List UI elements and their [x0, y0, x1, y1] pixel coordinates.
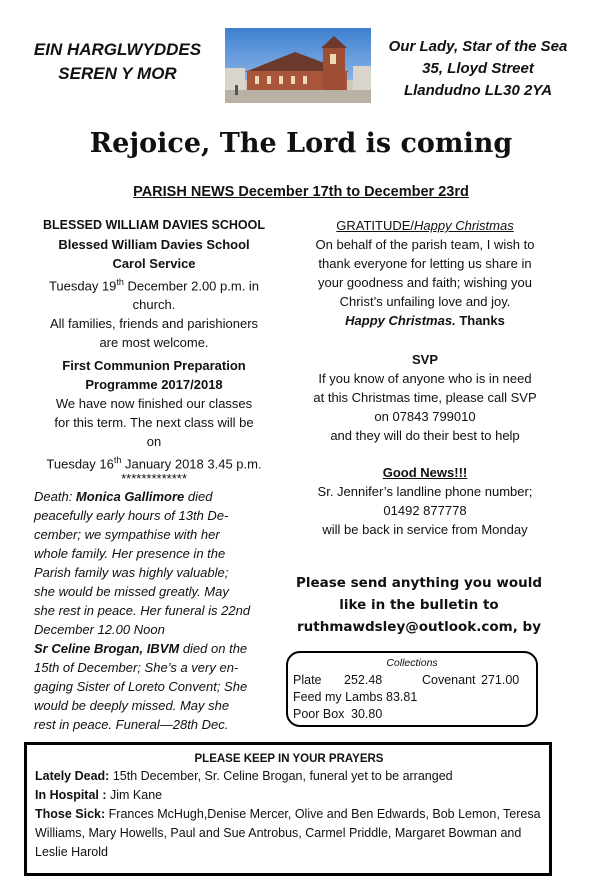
gratitude-heading-a: GRATITUDE/ [336, 218, 415, 233]
communion-stars: ************* [121, 471, 187, 487]
page-title: Rejoice, The Lord is coming [89, 128, 513, 159]
school-welcome: are most welcome. [99, 335, 209, 351]
in-hospital-text: Jim Kane [106, 788, 163, 802]
collections-title: Collections [386, 657, 438, 669]
welsh-line-1: EIN HARGLWYDDES [33, 40, 202, 59]
good-news-section [284, 463, 566, 539]
address-line-1: Our Lady, Star of the Sea [388, 38, 568, 55]
poor-box-label: Poor Box [293, 707, 345, 721]
svp-heading: SVP [411, 352, 438, 367]
communion-section [32, 356, 276, 485]
communion-heading-1: First Communion Preparation [62, 358, 246, 373]
in-hospital-label: In Hospital : [35, 788, 107, 802]
collections-box [286, 651, 538, 727]
parish-news-heading: PARISH NEWS December 17th to December 23rd [133, 184, 469, 200]
school-subheading-2: Carol Service [112, 256, 196, 271]
please-send-email: ruthmawdsley@outlook.com, by [296, 619, 542, 635]
death-prefix: Death: [34, 489, 76, 504]
lately-dead-label: Lately Dead: [35, 769, 110, 783]
communion-line-3: on [146, 434, 162, 449]
death-2-l3: gaging Sister of Loreto Convent; She [34, 679, 248, 694]
school-subheading-1: Blessed William Davies School [58, 237, 250, 252]
please-send-line-2: like in the bulletin to [339, 597, 499, 613]
gratitude-line-4: Christ’s unfailing love and joy. [339, 294, 511, 309]
svp-line-4: and they will do their best to help [330, 428, 520, 443]
communion-line-2: for this term. The next class will be [54, 415, 254, 430]
death-2-l2: 15th of December; She’s a very en- [34, 660, 239, 675]
gratitude-line-3: your goodness and faith; wishing you [318, 275, 532, 290]
communion-date-pre: Tuesday 16 [46, 456, 114, 472]
communion-heading-2: Programme 2017/2018 [85, 377, 223, 392]
svp-section [284, 350, 566, 445]
death-1-l5: Parish family was highly valuable; [34, 565, 229, 580]
lately-dead-text: 15th December, Sr. Celine Brogan, funeral yet to be arranged [109, 769, 453, 783]
gratitude-section [284, 216, 566, 330]
those-sick-text: Frances McHugh,Denise Mercer, Olive and Ben Edwards, Bob Lemon, Teresa Williams, Mary Howells, Paul and Sue Antrobus, Carmel Priddle, Margaret Bowman and Leslie Harold [35, 807, 541, 859]
school-date [32, 273, 276, 295]
prayers-heading: PLEASE KEEP IN YOUR PRAYERS [194, 753, 384, 765]
death-1-l8: December 12.00 Noon [34, 622, 165, 637]
communion-date [32, 451, 276, 473]
plate-label: Plate [293, 673, 322, 687]
death-1-l1: died [184, 489, 213, 504]
church-illustration [225, 28, 371, 103]
please-send-notice [288, 572, 550, 638]
welsh-parish-name [20, 38, 215, 86]
school-all: All families, friends and parishioners [49, 316, 259, 332]
death-1-l4: whole family. Her presence in the [34, 546, 226, 561]
death-1-l2: peacefully early hours of 13th De- [34, 508, 229, 523]
svp-line-1: If you know of anyone who is in need [318, 371, 532, 386]
gratitude-heading-b: Happy Christmas [414, 218, 514, 233]
death-notices [34, 487, 270, 734]
death-notice-1 [34, 487, 270, 639]
death-2-l5: rest in peace. Funeral—28th Dec. [34, 717, 229, 732]
poor-box-value: 30.80 [351, 707, 383, 721]
communion-line-1: We have now finished our classes [55, 396, 253, 411]
death-1-l7: she rest in peace. Her funeral is 22nd [34, 603, 251, 618]
gratitude-closing-a: Happy Christmas. [345, 313, 456, 328]
lambs-value: 83.81 [386, 690, 418, 704]
good-news-heading: Good News!!! [382, 465, 468, 480]
good-news-line-1: Sr. Jennifer’s landline phone number; [317, 484, 533, 499]
welsh-line-2: SEREN Y MOR [58, 64, 177, 83]
school-date-pre: Tuesday 19 [48, 278, 117, 294]
plate-value: 252.48 [344, 673, 383, 687]
lately-dead [35, 767, 543, 786]
please-send-line-1: Please send anything you would [295, 575, 543, 591]
parish-address [378, 36, 578, 102]
svp-line-2: at this Christmas time, please call SVP [313, 390, 537, 405]
gratitude-line-2: thank everyone for letting us share in [318, 256, 532, 271]
good-news-line-3: will be back in service from Monday [322, 522, 528, 537]
death-2-l1: died on the [179, 641, 248, 656]
gratitude-heading [284, 216, 566, 235]
those-sick [35, 805, 543, 862]
covenant-label: Covenant [422, 673, 476, 687]
gratitude-closing-b: Thanks [455, 313, 505, 328]
death-name-2: Sr Celine Brogan, IBVM [34, 641, 180, 656]
address-line-3: Llandudno LL30 2YA [403, 82, 553, 99]
address-line-2: 35, Lloyd Street [422, 60, 534, 77]
communion-date-post: January 2018 3.45 p.m. [121, 456, 262, 472]
gratitude-line-1: On behalf of the parish team, I wish to [315, 237, 535, 252]
death-1-l3: cember; we sympathise with her [34, 527, 220, 542]
school-heading: BLESSED WILLIAM DAVIES SCHOOL [43, 218, 265, 232]
school-date-sup: th [116, 277, 124, 287]
school-date-post: December 2.00 p.m. in [123, 278, 260, 294]
school-church: church. [132, 297, 176, 313]
gratitude-closing [284, 311, 566, 330]
in-hospital [35, 786, 543, 805]
covenant-value: 271.00 [481, 673, 520, 687]
death-1-l6: she would be missed greatly. May [34, 584, 229, 599]
communion-date-sup: th [113, 455, 122, 465]
those-sick-label: Those Sick: [35, 807, 106, 821]
prayers-box [24, 742, 552, 876]
death-name-1: Monica Gallimore [75, 489, 185, 504]
church-photo [225, 28, 371, 103]
school-section [32, 216, 276, 352]
death-2-l4: would be deeply missed. May she [34, 698, 230, 713]
svp-line-3: on 07843 799010 [374, 409, 476, 424]
good-news-line-2: 01492 877778 [383, 503, 467, 518]
lambs-label: Feed my Lambs [293, 690, 383, 704]
death-notice-2 [34, 639, 270, 734]
